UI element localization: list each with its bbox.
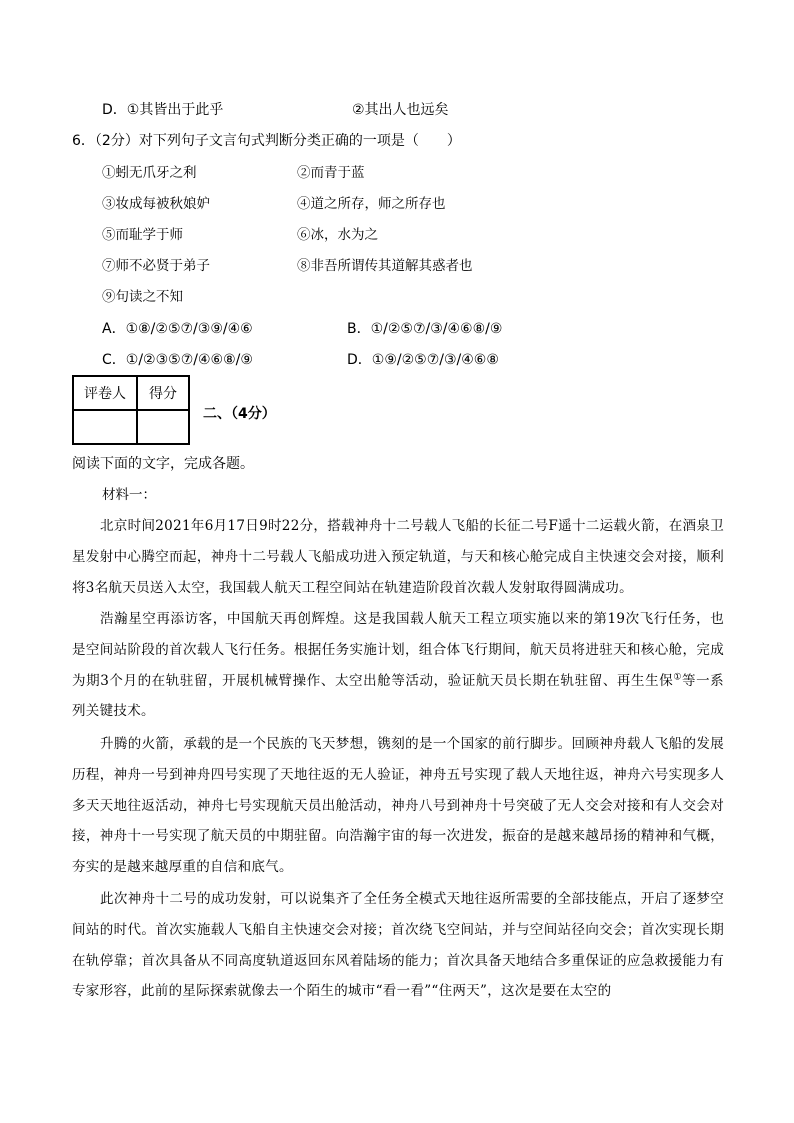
- score-header: 得分: [137, 376, 189, 410]
- material-paragraph-4: 此次神舟十二号的成功发射，可以说集齐了全任务全模式天地往返所需要的全部技能点，开启了逐梦空间站的时代。首次实施载人飞船自主快速交会对接；首次绕飞空间站，并与空间站径向交会；首次实现长期在轨停靠；首次具备从不同高度轨道返回东风着陆场的能力；首次具备天地结合多重保证的应急救援能力有专家形容，此前的星际探索就像去一个陌生的城市“看一看”“住两天”，这次是要在太空的: [72, 891, 724, 1000]
- material-label: 材料一：: [102, 487, 156, 503]
- q6-sentence-7: ⑦师不必贤于弟子: [102, 258, 210, 274]
- q6-option-a: A．①⑧/②⑤⑦/③⑨/④⑥: [102, 321, 253, 337]
- grader-header: 评卷人: [73, 376, 137, 410]
- q6-sentence-4: ④道之所存，师之所存也: [297, 196, 446, 212]
- q6-option-d: D．①⑨/②⑤⑦/③/④⑥⑧: [347, 352, 499, 368]
- q6-option-b: B．①/②⑤⑦/③/④⑥⑧/⑨: [347, 321, 503, 337]
- q6-sentence-2: ②而青于蓝: [297, 165, 365, 181]
- q6-sentence-6: ⑥冰，水为之: [297, 227, 378, 243]
- grader-cell: [73, 410, 137, 444]
- q5-option-d-second: ②其出人也远矣: [352, 102, 449, 118]
- score-cell: [137, 410, 189, 444]
- material-paragraph-2: [72, 604, 724, 728]
- q5-option-d: D．①其皆出于此乎: [102, 102, 224, 118]
- q6-sentence-1: ①蚓无爪牙之利: [102, 165, 197, 181]
- material-paragraph-3: 升腾的火箭，承载的是一个民族的飞天梦想，镌刻的是一个国家的前行脚步。回顾神舟载人飞船的发展历程，神舟一号到神舟四号实现了天地往返的无人验证，神舟五号实现了载人天地往返，神舟六号实现多人多天天地往返活动，神舟七号实现航天员出舱活动，神舟八号到神舟十号突破了无人交会对接和有人交会对接，神舟十一号实现了航天员的中期驻留。向浩瀚宇宙的每一次进发，振奋的是越来越昂扬的精神和气概，夯实的是越来越厚重的自信和底气。: [72, 736, 724, 876]
- score-table: [72, 375, 190, 445]
- section-title: 二、（4分）: [203, 406, 276, 422]
- paragraph-2-tail: 等一系列关键技术。: [72, 672, 724, 720]
- reading-instruction: 阅读下面的文字，完成各题。: [72, 456, 254, 472]
- paragraph-2-body: 浩瀚星空再添访客，中国航天再创辉煌。这是我国载人航天工程立项实施以来的第19次飞行任务，也是空间站阶段的首次载人飞行任务。根据任务实施计划，组合体飞行期间，航天员将进驻天和核心舱，完成为期3个月的在轨驻留，开展机械臂操作、太空出舱等活动，验证航天员长期在轨驻留、再生生保: [72, 611, 724, 689]
- material-paragraph-1: 北京时间2021年6月17日9时22分，搭载神舟十二号载人飞船的长征二号F遥十二运载火箭，在酒泉卫星发射中心腾空而起，神舟十二号载人飞船成功进入预定轨道，与天和核心舱完成自主快速交会对接，顺利将3名航天员送入太空，我国载人航天工程空间站在轨建造阶段首次载人发射取得圆满成功。: [72, 518, 724, 596]
- q6-stem: 6．（2分）对下列句子文言句式判断分类正确的一项是（ ）: [72, 133, 461, 149]
- q6-option-c: C．①/②③⑤⑦/④⑥⑧/⑨: [102, 352, 253, 368]
- q6-sentence-9: ⑨句读之不知: [102, 289, 183, 305]
- q6-sentence-5: ⑤而耻学于师: [102, 227, 183, 243]
- footnote-marker: ①: [673, 672, 682, 683]
- q6-sentence-3: ③妆成每被秋娘妒: [102, 196, 210, 212]
- q6-sentence-8: ⑧非吾所谓传其道解其惑者也: [297, 258, 473, 274]
